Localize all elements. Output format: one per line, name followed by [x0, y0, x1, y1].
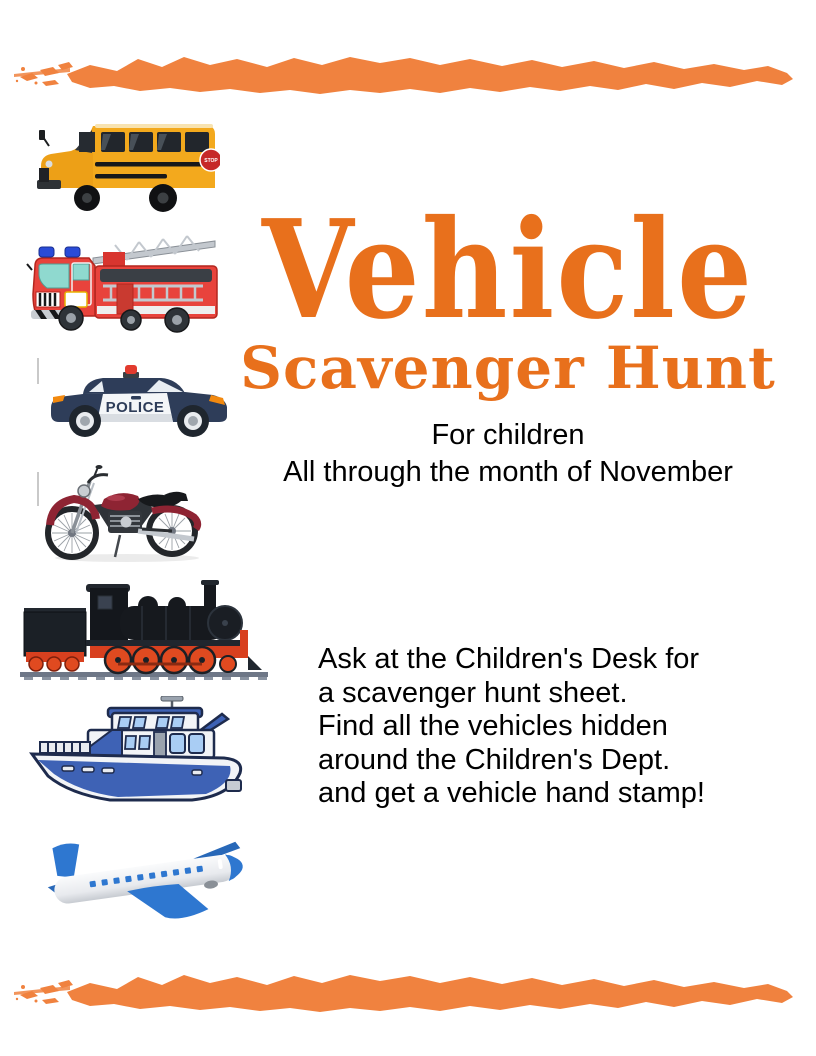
boat-image	[24, 696, 256, 814]
airplane-image	[28, 832, 258, 932]
train-image	[20, 572, 268, 684]
body-line: and get a vehicle hand stamp!	[318, 777, 705, 809]
page-title: Vehicle	[261, 189, 755, 350]
police-door-text: POLICE	[105, 399, 165, 416]
body-text	[318, 643, 738, 811]
stray-line-artifact	[37, 358, 39, 384]
body-line: Find all the vehicles hidden	[318, 710, 668, 742]
audience-line-1: For children	[431, 419, 585, 451]
page-subtitle: Scavenger Hunt	[240, 334, 776, 402]
school-bus-image	[35, 118, 220, 213]
body-line: a scavenger hunt sheet.	[318, 676, 628, 709]
stray-line-artifact	[37, 472, 39, 506]
audience-line-2: All through the month of November	[283, 456, 733, 488]
bus-stop-sign-text: STOP	[204, 158, 218, 164]
body-line: around the Children's Dept.	[318, 743, 671, 776]
bottom-brush-stroke	[12, 968, 804, 1014]
body-line: Ask at the Children's Desk for	[318, 643, 700, 675]
motorcycle-image	[42, 465, 212, 565]
fire-truck-image	[25, 228, 225, 333]
top-brush-stroke	[12, 50, 804, 96]
audience-text	[200, 417, 816, 491]
